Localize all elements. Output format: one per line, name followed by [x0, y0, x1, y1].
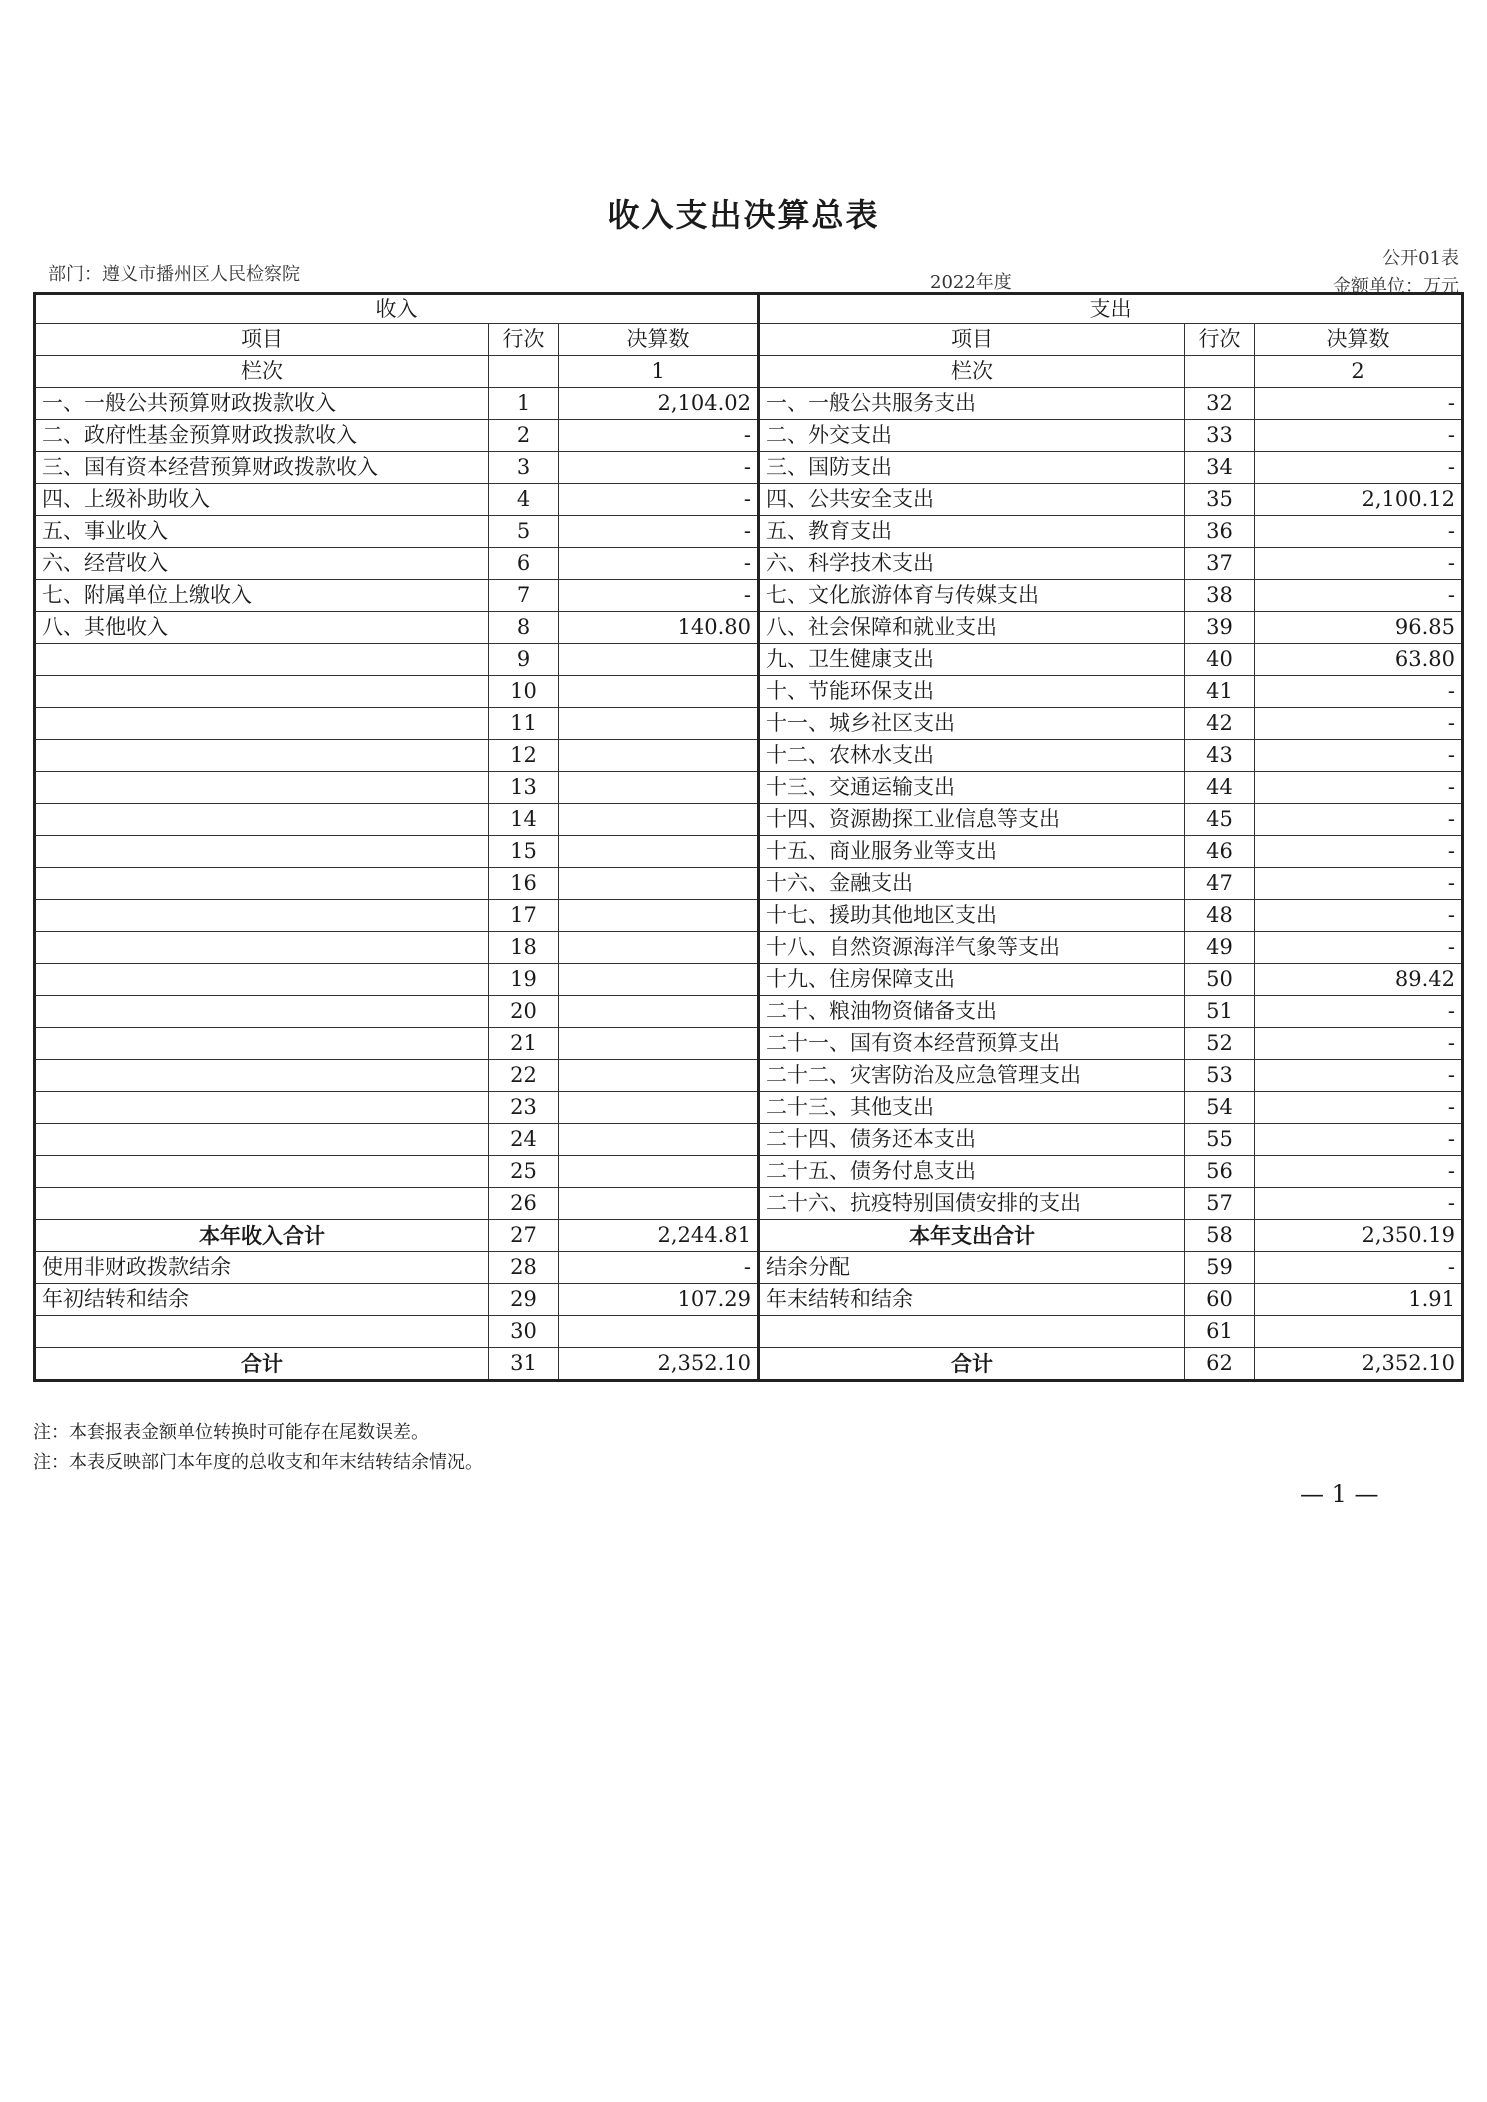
expense-line-cell: 44 [1185, 772, 1255, 804]
expense-item-cell: 二十、粮油物资储备支出 [759, 996, 1185, 1028]
table-row [35, 1060, 1463, 1092]
summary-row [35, 1284, 1463, 1316]
income-amount-cell: - [559, 516, 759, 548]
income-item-cell: 一、一般公共预算财政拨款收入 [35, 388, 489, 420]
expense-amount-cell: - [1255, 932, 1463, 964]
expense-amount-cell: 2,352.10 [1255, 1348, 1463, 1381]
expense-line-cell: 56 [1185, 1156, 1255, 1188]
income-section-header: 收入 [35, 294, 759, 324]
expense-amount-cell: - [1255, 804, 1463, 836]
expense-item-cell: 十一、城乡社区支出 [759, 708, 1185, 740]
expense-item-cell: 二、外交支出 [759, 420, 1185, 452]
expense-line-cell: 49 [1185, 932, 1255, 964]
expense-line-cell: 41 [1185, 676, 1255, 708]
expense-item-cell: 八、社会保障和就业支出 [759, 612, 1185, 644]
expense-line-cell: 52 [1185, 1028, 1255, 1060]
expense-item-cell: 二十一、国有资本经营预算支出 [759, 1028, 1185, 1060]
expense-section-header: 支出 [759, 294, 1463, 324]
expense-item-cell: 合计 [759, 1348, 1185, 1381]
expense-amount-cell: 96.85 [1255, 612, 1463, 644]
income-amount-cell [559, 1060, 759, 1092]
expense-line-cell: 32 [1185, 388, 1255, 420]
income-amount-cell [559, 1156, 759, 1188]
table-row [35, 676, 1463, 708]
income-line-cell: 1 [489, 388, 559, 420]
income-item-cell [35, 676, 489, 708]
table-row [35, 932, 1463, 964]
table-row [35, 868, 1463, 900]
table-row [35, 548, 1463, 580]
expense-amount-cell: - [1255, 868, 1463, 900]
income-line-cell: 11 [489, 708, 559, 740]
expense-amount-cell: - [1255, 740, 1463, 772]
table-row [35, 1156, 1463, 1188]
expense-line-cell: 53 [1185, 1060, 1255, 1092]
income-item-cell [35, 900, 489, 932]
expense-amount-cell: - [1255, 900, 1463, 932]
table-row [35, 1092, 1463, 1124]
table-row [35, 1188, 1463, 1220]
table-row [35, 708, 1463, 740]
table-row [35, 644, 1463, 676]
income-item-cell [35, 996, 489, 1028]
income-amount-header: 决算数 [559, 324, 759, 356]
expense-line-cell: 55 [1185, 1124, 1255, 1156]
income-item-cell [35, 1156, 489, 1188]
expense-line-cell: 34 [1185, 452, 1255, 484]
expense-amount-cell: 2,350.19 [1255, 1220, 1463, 1252]
income-expense-table [33, 292, 1464, 1382]
income-line-cell: 2 [489, 420, 559, 452]
income-item-cell [35, 1092, 489, 1124]
income-line-cell: 4 [489, 484, 559, 516]
column-index-row [35, 356, 1463, 388]
expense-amount-cell: - [1255, 580, 1463, 612]
income-item-cell [35, 804, 489, 836]
income-item-cell: 四、上级补助收入 [35, 484, 489, 516]
income-line-cell: 7 [489, 580, 559, 612]
expense-amount-cell: - [1255, 1060, 1463, 1092]
income-line-cell: 12 [489, 740, 559, 772]
expense-amount-cell: 1.91 [1255, 1284, 1463, 1316]
income-amount-cell [559, 804, 759, 836]
expense-amount-cell: - [1255, 548, 1463, 580]
income-amount-cell: 2,244.81 [559, 1220, 759, 1252]
expense-line-cell: 36 [1185, 516, 1255, 548]
income-index-label: 栏次 [35, 356, 489, 388]
expense-col-index: 2 [1255, 356, 1463, 388]
expense-item-cell [759, 1316, 1185, 1348]
income-amount-cell [559, 932, 759, 964]
income-col-index: 1 [559, 356, 759, 388]
expense-amount-cell [1255, 1316, 1463, 1348]
table-row [35, 836, 1463, 868]
section-header-row [35, 294, 1463, 324]
summary-row [35, 1252, 1463, 1284]
expense-line-cell: 42 [1185, 708, 1255, 740]
table-row [35, 900, 1463, 932]
expense-line-cell: 60 [1185, 1284, 1255, 1316]
income-line-cell: 9 [489, 644, 559, 676]
expense-amount-cell: - [1255, 1188, 1463, 1220]
table-row [35, 452, 1463, 484]
income-line-header: 行次 [489, 324, 559, 356]
income-amount-cell [559, 1124, 759, 1156]
income-line-cell: 16 [489, 868, 559, 900]
expense-item-cell: 十六、金融支出 [759, 868, 1185, 900]
income-item-cell: 二、政府性基金预算财政拨款收入 [35, 420, 489, 452]
income-item-cell [35, 644, 489, 676]
income-item-cell [35, 836, 489, 868]
table-row [35, 996, 1463, 1028]
income-line-cell: 10 [489, 676, 559, 708]
table-row [35, 388, 1463, 420]
income-amount-cell: 2,352.10 [559, 1348, 759, 1381]
income-amount-cell [559, 740, 759, 772]
expense-line-cell: 37 [1185, 548, 1255, 580]
expense-amount-cell: - [1255, 516, 1463, 548]
expense-item-cell: 十二、农林水支出 [759, 740, 1185, 772]
income-line-cell: 13 [489, 772, 559, 804]
expense-item-cell: 年末结转和结余 [759, 1284, 1185, 1316]
expense-item-cell: 十五、商业服务业等支出 [759, 836, 1185, 868]
fiscal-year: 2022年度 [930, 272, 1012, 293]
page-title: 收入支出决算总表 [607, 196, 880, 234]
income-item-cell [35, 868, 489, 900]
income-item-cell: 七、附属单位上缴收入 [35, 580, 489, 612]
income-item-cell [35, 708, 489, 740]
expense-item-cell: 六、科学技术支出 [759, 548, 1185, 580]
expense-item-cell: 结余分配 [759, 1252, 1185, 1284]
expense-amount-cell: - [1255, 1124, 1463, 1156]
expense-line-cell: 39 [1185, 612, 1255, 644]
income-line-cell: 8 [489, 612, 559, 644]
expense-line-cell: 47 [1185, 868, 1255, 900]
expense-amount-cell: - [1255, 1156, 1463, 1188]
income-item-cell [35, 1028, 489, 1060]
expense-item-cell: 四、公共安全支出 [759, 484, 1185, 516]
expense-amount-cell: - [1255, 772, 1463, 804]
page-number: — 1 — [1300, 1480, 1379, 1508]
footnote-rounding: 注：本套报表金额单位转换时可能存在尾数误差。 [33, 1422, 429, 1443]
expense-item-cell: 十三、交通运输支出 [759, 772, 1185, 804]
expense-amount-header: 决算数 [1255, 324, 1463, 356]
expense-line-cell: 59 [1185, 1252, 1255, 1284]
expense-line-cell: 61 [1185, 1316, 1255, 1348]
income-amount-cell [559, 964, 759, 996]
income-amount-cell: - [559, 548, 759, 580]
income-item-cell [35, 964, 489, 996]
income-item-cell: 五、事业收入 [35, 516, 489, 548]
expense-line-cell: 48 [1185, 900, 1255, 932]
expense-amount-cell: - [1255, 676, 1463, 708]
department-label: 部门：遵义市播州区人民检察院 [48, 264, 300, 285]
income-line-cell: 23 [489, 1092, 559, 1124]
expense-line-cell: 57 [1185, 1188, 1255, 1220]
income-item-cell [35, 932, 489, 964]
expense-amount-cell: - [1255, 1092, 1463, 1124]
income-amount-cell: - [559, 484, 759, 516]
income-amount-cell [559, 1028, 759, 1060]
income-line-cell: 25 [489, 1156, 559, 1188]
expense-line-cell: 51 [1185, 996, 1255, 1028]
expense-item-cell: 一、一般公共服务支出 [759, 388, 1185, 420]
income-line-cell: 24 [489, 1124, 559, 1156]
expense-line-cell: 38 [1185, 580, 1255, 612]
table-row [35, 804, 1463, 836]
income-amount-cell: - [559, 420, 759, 452]
expense-item-cell: 二十四、债务还本支出 [759, 1124, 1185, 1156]
expense-amount-cell: - [1255, 388, 1463, 420]
expense-line-cell: 50 [1185, 964, 1255, 996]
expense-line-cell: 43 [1185, 740, 1255, 772]
summary-row [35, 1220, 1463, 1252]
expense-line-cell: 35 [1185, 484, 1255, 516]
expense-item-cell: 五、教育支出 [759, 516, 1185, 548]
expense-item-cell: 二十二、灾害防治及应急管理支出 [759, 1060, 1185, 1092]
income-line-cell: 26 [489, 1188, 559, 1220]
summary-row [35, 1316, 1463, 1348]
income-amount-cell [559, 996, 759, 1028]
income-amount-cell [559, 868, 759, 900]
income-amount-cell [559, 900, 759, 932]
income-line-cell: 31 [489, 1348, 559, 1381]
income-item-cell [35, 1060, 489, 1092]
income-amount-cell: - [559, 1252, 759, 1284]
table-row [35, 1124, 1463, 1156]
income-line-cell: 3 [489, 452, 559, 484]
income-line-cell: 6 [489, 548, 559, 580]
income-item-header: 项目 [35, 324, 489, 356]
table-row [35, 740, 1463, 772]
expense-item-cell: 十八、自然资源海洋气象等支出 [759, 932, 1185, 964]
income-line-cell: 20 [489, 996, 559, 1028]
income-line-cell: 27 [489, 1220, 559, 1252]
expense-item-cell: 二十六、抗疫特别国债安排的支出 [759, 1188, 1185, 1220]
income-line-cell: 18 [489, 932, 559, 964]
income-line-cell: 14 [489, 804, 559, 836]
expense-line-cell: 46 [1185, 836, 1255, 868]
expense-item-cell: 十七、援助其他地区支出 [759, 900, 1185, 932]
income-amount-cell [559, 836, 759, 868]
amount-unit: 金额单位：万元 [1333, 276, 1459, 297]
expense-line-header: 行次 [1185, 324, 1255, 356]
expense-item-cell: 三、国防支出 [759, 452, 1185, 484]
column-header-row [35, 324, 1463, 356]
income-line-cell: 19 [489, 964, 559, 996]
income-line-cell: 21 [489, 1028, 559, 1060]
income-item-cell: 年初结转和结余 [35, 1284, 489, 1316]
expense-amount-cell: - [1255, 996, 1463, 1028]
expense-amount-cell: - [1255, 452, 1463, 484]
expense-amount-cell: - [1255, 420, 1463, 452]
expense-item-cell: 二十三、其他支出 [759, 1092, 1185, 1124]
expense-line-cell: 54 [1185, 1092, 1255, 1124]
income-amount-cell: 140.80 [559, 612, 759, 644]
expense-line-cell: 58 [1185, 1220, 1255, 1252]
expense-item-cell: 十、节能环保支出 [759, 676, 1185, 708]
expense-line-cell: 45 [1185, 804, 1255, 836]
expense-amount-cell: 63.80 [1255, 644, 1463, 676]
form-number: 公开01表 [1382, 248, 1459, 269]
income-amount-cell [559, 676, 759, 708]
income-item-cell: 三、国有资本经营预算财政拨款收入 [35, 452, 489, 484]
income-item-cell: 八、其他收入 [35, 612, 489, 644]
income-line-cell: 28 [489, 1252, 559, 1284]
expense-amount-cell: 2,100.12 [1255, 484, 1463, 516]
table-row [35, 516, 1463, 548]
expense-amount-cell: - [1255, 836, 1463, 868]
income-amount-cell [559, 1092, 759, 1124]
expense-line-cell: 33 [1185, 420, 1255, 452]
expense-item-header: 项目 [759, 324, 1185, 356]
expense-index-label: 栏次 [759, 356, 1185, 388]
income-item-cell: 使用非财政拨款结余 [35, 1252, 489, 1284]
income-item-cell [35, 1124, 489, 1156]
expense-item-cell: 本年支出合计 [759, 1220, 1185, 1252]
income-amount-cell [559, 1188, 759, 1220]
income-line-cell: 29 [489, 1284, 559, 1316]
expense-line-cell: 62 [1185, 1348, 1255, 1381]
expense-amount-cell: 89.42 [1255, 964, 1463, 996]
expense-line-cell: 40 [1185, 644, 1255, 676]
income-amount-cell [559, 644, 759, 676]
income-line-cell: 15 [489, 836, 559, 868]
income-amount-cell: - [559, 580, 759, 612]
income-index-line [489, 356, 559, 388]
expense-item-cell: 七、文化旅游体育与传媒支出 [759, 580, 1185, 612]
income-item-cell: 六、经营收入 [35, 548, 489, 580]
table-row [35, 612, 1463, 644]
expense-item-cell: 二十五、债务付息支出 [759, 1156, 1185, 1188]
table-row [35, 772, 1463, 804]
income-amount-cell: 2,104.02 [559, 388, 759, 420]
table-row [35, 580, 1463, 612]
expense-amount-cell: - [1255, 708, 1463, 740]
income-amount-cell [559, 772, 759, 804]
income-line-cell: 17 [489, 900, 559, 932]
table-row [35, 964, 1463, 996]
income-line-cell: 30 [489, 1316, 559, 1348]
income-item-cell: 合计 [35, 1348, 489, 1381]
table-row [35, 420, 1463, 452]
expense-amount-cell: - [1255, 1252, 1463, 1284]
income-item-cell [35, 772, 489, 804]
income-amount-cell: 107.29 [559, 1284, 759, 1316]
income-amount-cell: - [559, 452, 759, 484]
income-line-cell: 22 [489, 1060, 559, 1092]
expense-item-cell: 九、卫生健康支出 [759, 644, 1185, 676]
expense-item-cell: 十四、资源勘探工业信息等支出 [759, 804, 1185, 836]
income-item-cell [35, 1188, 489, 1220]
expense-index-line [1185, 356, 1255, 388]
expense-item-cell: 十九、住房保障支出 [759, 964, 1185, 996]
income-amount-cell [559, 1316, 759, 1348]
income-item-cell: 本年收入合计 [35, 1220, 489, 1252]
footnote-scope: 注：本表反映部门本年度的总收支和年末结转结余情况。 [33, 1452, 483, 1473]
income-item-cell [35, 740, 489, 772]
income-item-cell [35, 1316, 489, 1348]
table-row [35, 484, 1463, 516]
expense-amount-cell: - [1255, 1028, 1463, 1060]
income-line-cell: 5 [489, 516, 559, 548]
table-row [35, 1028, 1463, 1060]
summary-row [35, 1348, 1463, 1381]
income-amount-cell [559, 708, 759, 740]
